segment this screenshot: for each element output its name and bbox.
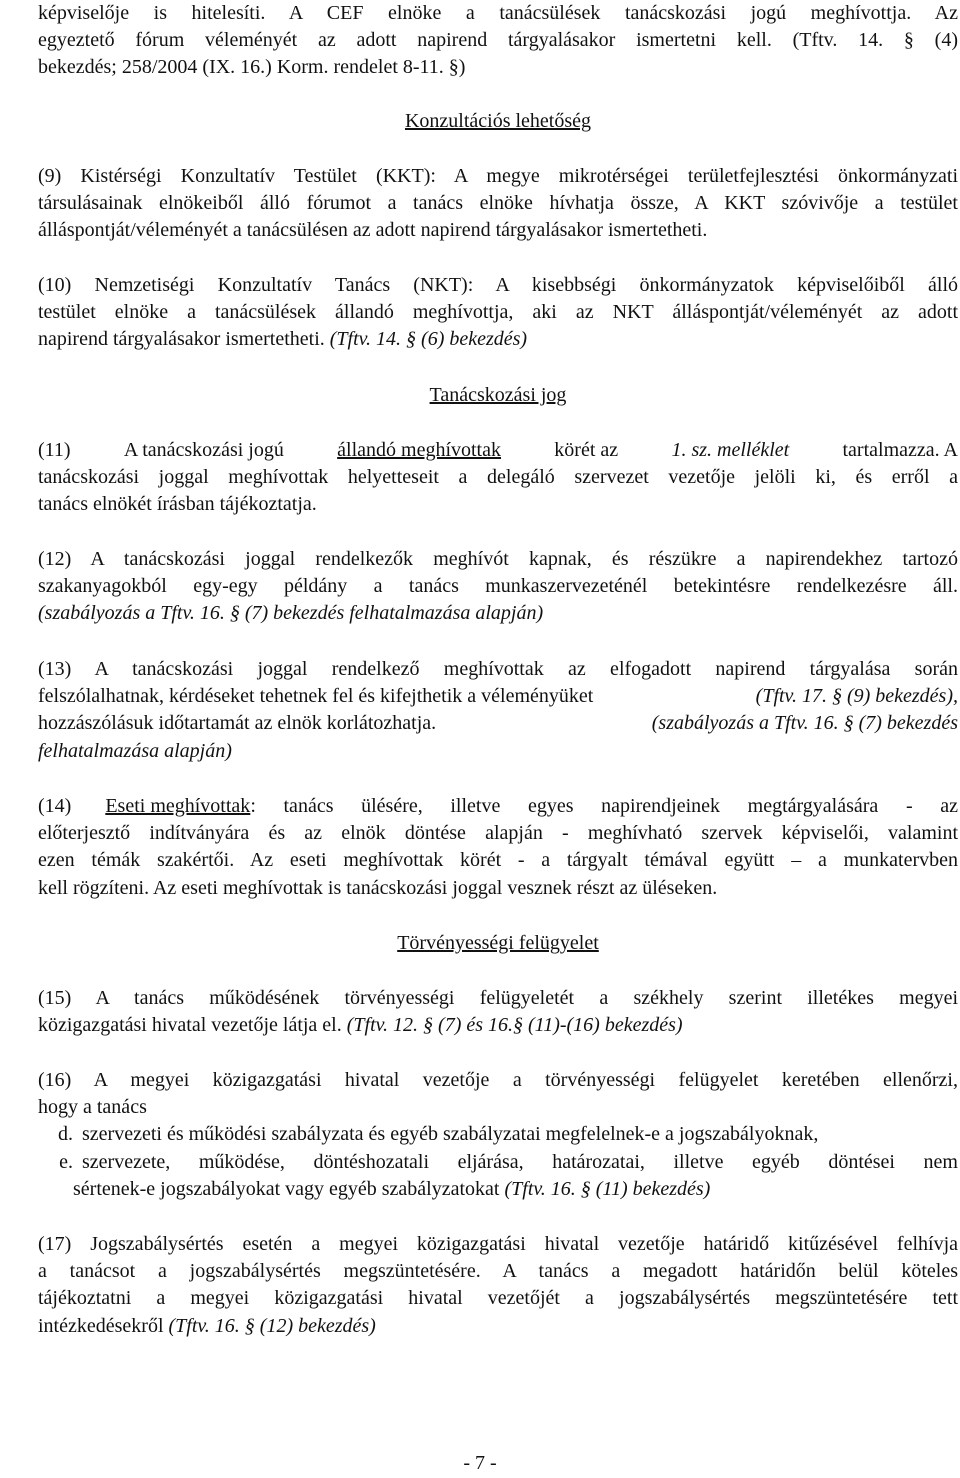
text-line: (15) A tanács működésének törvényességi felügyeletét a székhely szerint illetékes megyei <box>38 987 958 1009</box>
list-item-e <box>38 1149 958 1176</box>
paragraph-13 <box>38 656 958 765</box>
text-span: közigazgatási hivatal vezetője látja el. <box>38 1014 342 1037</box>
text-line: bekezdés; 258/2004 (IX. 16.) Korm. rendelet 8-11. §) <box>38 56 466 79</box>
text-line: a tanácsot a jogszabálysértés megszüntetésére. A tanács a megadott határidőn belül köteles <box>38 1260 958 1283</box>
text-span: körét az <box>554 439 619 461</box>
text-line: ezen témák szakértői. Az eseti meghívottak körét - a tárgyalt témával együtt – a munkatervben <box>38 849 958 872</box>
legal-reference: (Tftv. 16. § (11) bekezdés) <box>504 1177 711 1200</box>
text-line <box>38 326 958 353</box>
legal-reference: felhatalmazása alapján) <box>38 739 232 762</box>
section-heading-tanacskozasi: Tanácskozási jog <box>429 384 567 406</box>
legal-reference: (Tftv. 14. § (6) bekezdés) <box>329 328 528 351</box>
text-line <box>38 1012 958 1039</box>
text-span <box>105 793 958 820</box>
annex-reference: 1. sz. melléklet <box>671 439 790 461</box>
text-line <box>38 683 958 710</box>
text-line: (10) Nemzetiségi Konzultatív Tanács (NKT): A kisebbségi önkormányzatok képviselőiből álló <box>38 274 958 296</box>
text-line: testület elnöke a tanácsülések állandó meghívottja, aki az NKT álláspontját/véleményét az adott <box>38 301 958 324</box>
text-span: : tanács ülésére, illetve egyes napirendjeinek megtárgyalására - az <box>250 795 958 817</box>
text-line: (12) A tanácskozási joggal rendelkezők meghívót kapnak, és részükre a napirendekhez tartozó <box>38 548 958 570</box>
list-item-d <box>38 1121 958 1148</box>
page-number: - 7 - <box>463 1452 497 1474</box>
paragraph-16 <box>38 1067 958 1203</box>
section-heading-konzultacios: Konzultációs lehetőség <box>404 110 592 132</box>
text-line: kell rögzíteni. Az eseti meghívottak is tanácskozási joggal vesznek részt az üléseken. <box>38 876 718 899</box>
text-line: (9) Kistérségi Konzultatív Testület (KKT): A megye mikrotérségei területfejlesztési önkormányzati <box>38 165 958 187</box>
paragraph-15 <box>38 985 958 1039</box>
list-item-continuation <box>38 1176 958 1203</box>
legal-reference: (szabályozás a Tftv. 16. § (7) bekezdés <box>651 712 958 735</box>
paragraph-number: (14) <box>38 795 72 817</box>
list-marker: d. <box>58 1123 73 1146</box>
text-line <box>38 710 958 737</box>
text-span: tartalmazza. A <box>842 439 958 461</box>
list-item-text: szervezete, működése, döntéshozatali eljárása, határozatai, illetve egyéb döntései nem <box>82 1150 958 1173</box>
paragraph-14 <box>38 793 958 902</box>
paragraph-number: (11) <box>38 439 71 461</box>
text-line: tanácskozási joggal meghívottak helyetteseit a delegáló szervezet vezetője jelöli ki, és erről a <box>38 466 958 489</box>
text-line: (13) A tanácskozási joggal rendelkező meghívottak az elfogadott napirend tárgyalása során <box>38 658 958 680</box>
text-line: szakanyagokból egy-egy példány a tanács munkaszervezeténél betekintésre rendelkezésre áll. <box>38 575 958 598</box>
list-item-text: szervezeti és működési szabályzata és egyéb szabályzatai megfelelnek-e a jogszabályoknak, <box>82 1123 819 1146</box>
text-line <box>38 793 958 820</box>
text-span: napirend tárgyalásakor ismertetheti. <box>38 328 325 351</box>
text-line: társulásainak elnökeiből álló fórumot a tanács elnöke hívhatja össze, A KKT szóvivője a testület <box>38 192 958 215</box>
text-line: egyeztető fórum véleményét az adott napirend tárgyalásakor ismertetni kell. (Tftv. 14. § (4) <box>38 29 958 52</box>
text-line <box>38 1313 958 1340</box>
text-span: intézkedésekről <box>38 1314 164 1337</box>
text-line: tájékoztatni a megyei közigazgatási hivatal vezetőjét a jogszabálysértés megszüntetésére tett <box>38 1287 958 1310</box>
underlined-term: állandó meghívottak <box>337 439 501 461</box>
intro-paragraph <box>38 0 958 82</box>
text-line: hogy a tanács <box>38 1096 147 1119</box>
paragraph-9 <box>38 163 958 245</box>
text-line: tanács elnökét írásban tájékoztatja. <box>38 493 317 516</box>
text-line: előterjesztő indítványára és az elnök döntése alapján - meghívható szervek képviselői, valamint <box>38 822 958 845</box>
legal-reference: (szabályozás a Tftv. 16. § (7) bekezdés felhatalmazása alapján) <box>38 602 544 625</box>
legal-reference: (Tftv. 17. § (9) bekezdés), <box>755 685 958 708</box>
section-heading-torvenyessegi: Törvényességi felügyelet <box>397 932 599 954</box>
text-line <box>38 437 958 464</box>
text-line: (16) A megyei közigazgatási hivatal vezetője a törvényességi felügyelet keretében ellenőrzi, <box>38 1069 958 1091</box>
text-line: képviselője is hitelesíti. A CEF elnöke a tanácsülések tanácskozási jogú meghívottja. Az <box>38 2 958 24</box>
legal-reference: (Tftv. 12. § (7) és 16.§ (11)-(16) bekezdés) <box>346 1014 683 1037</box>
text-span: sértenek-e jogszabályokat vagy egyéb szabályzatokat <box>73 1177 500 1200</box>
text-span: felszólalhatnak, kérdéseket tehetnek fel és kifejthetik a véleményüket <box>38 685 594 708</box>
text-line: álláspontját/véleményét a tanácsülésen az adott napirend tárgyalásakor ismertetheti. <box>38 219 708 242</box>
text-span: hozzászólásuk időtartamát az elnök korlátozhatja. <box>38 712 437 735</box>
paragraph-11 <box>38 437 958 519</box>
paragraph-12 <box>38 546 958 628</box>
paragraph-17 <box>38 1231 958 1340</box>
legal-reference: (Tftv. 16. § (12) bekezdés) <box>168 1314 376 1337</box>
text-span: A tanácskozási jogú <box>123 439 284 461</box>
text-line: (17) Jogszabálysértés esetén a megyei közigazgatási hivatal vezetője határidő kitűzésével felhívja <box>38 1233 958 1255</box>
paragraph-10 <box>38 272 958 354</box>
list-marker: e. <box>59 1150 73 1173</box>
underlined-term: Eseti meghívottak <box>105 795 251 817</box>
